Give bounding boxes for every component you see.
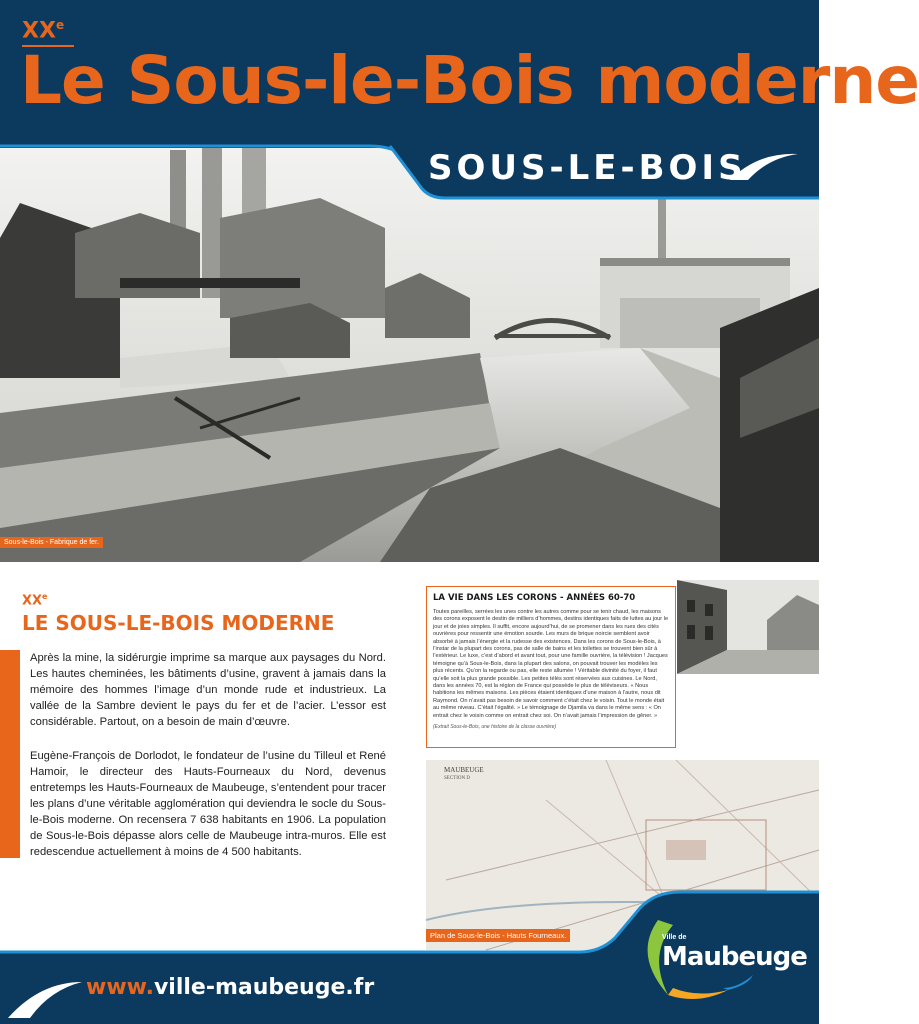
box-title: LA VIE DANS LES CORONS - ANNÉES 60-70 [433,593,636,603]
article-century: XXe [22,592,48,609]
box-text: Toutes pareilles, serrées les unes contre les autres comme pour se tenir chaud, les maisons des corons exposent le destin de milliers d’hommes, destins identiques faits de luttes au jour le jour et de joies simples. Il suffit, encore aujourd’hui, de se promener dans les rues des cités ouvrières pour ressentir une émotion sourde. Les murs de brique noircie semblent avoir absorbé à jamais l’énergie et la rudesse des existences. Dans les corons de Sous-le-Bois, à l’instar de la plupart des corons, pas de salle de bains et les toilettes se trouvent bien sûr à l’extérieur. Le luxe, c’est d’abord et avant tout, pour une famille ouvrière, la télévision ! Jacques témoigne qu’à Sous-le-Bois, dans la plupart des salons, on pouvait trouver les modèles les plus récents. Qu’on la regarde ou pas, elle reste allumée ! Véritable divinité du foyer, il faut qu’elle soit la plus grande possible. Les petites télés sont réservées aux cuisines. Le Nord, dans les années 70, est la région de France qui possède le plus de téléviseurs. « Nous habitions les mêmes maisons. Les pièces étaient identiques d’une maison à l’autre, nous dit Raymond. On n’avait pas besoin de savoir comment c’était chez le voisin. Tout le monde était au même niveau. C’était l’égalité. » Le témoignage de Djamila va dans le même sens : « On entrait chez le voisin comme on entrait chez soi. On n’avait jamais l’impression de gêner. » [433,609,669,719]
map-caption: Plan de Sous-le-Bois - Hauts Fourneaux. [426,929,570,942]
website-link[interactable]: www.ville-maubeuge.fr [86,975,375,1000]
accent-bar [0,650,20,858]
factory-photo [0,148,819,562]
corons-box [426,586,676,748]
article-body [30,650,386,878]
section-subtitle: SOUS-LE-BOIS [428,148,747,188]
corons-photo [677,580,819,674]
logo-small-text: Ville de [662,934,687,941]
paragraph: Eugène-François de Dorlodot, le fondateur de l’usine du Tilleul et René Hamoir, le directeur des Hauts-Fourneaux du Nord, devenus entretemps les Hauts-Fourneaux de Maubeuge, s’entendent pour tracer les plans d’une véritable agglomération qui deviendra le socle du Sous-le-Bois moderne. On recensera 7 638 habitants en 1906. La population de Sous-le-Bois dépasse alors celle de Maubeuge intra-muros. Elle est redescendue actuellement à moins de 4 500 habitants. [30,750,386,858]
article-title: LE SOUS-LE-BOIS MODERNE [22,611,335,635]
paragraph: Après la mine, la sidérurgie imprime sa marque aux paysages du Nord. Les hautes cheminées, les bâtiments d’usine, gravent à jamais dans la mémoire des hommes l’image d’un monde rude et industrieux. La vallée de la Sambre devient le pays du fer et de l’acier. L’essor est considérable. Partout, on a besoin de main d’œuvre. [30,652,386,728]
photo-caption: Sous-le-Bois - Fabrique de fer. [0,537,103,548]
box-source: (Extrait Sous-le-Bois, une histoire de la classe ouvrière) [433,724,557,731]
map-header: MAUBEUGE [444,766,484,774]
wave-swoosh-icon [728,150,800,184]
page-title: Le Sous-le-Bois moderne [20,42,919,119]
map-section: SECTION D [444,776,470,781]
century-label: XXe [22,18,65,44]
logo-name: Maubeuge [662,942,807,972]
